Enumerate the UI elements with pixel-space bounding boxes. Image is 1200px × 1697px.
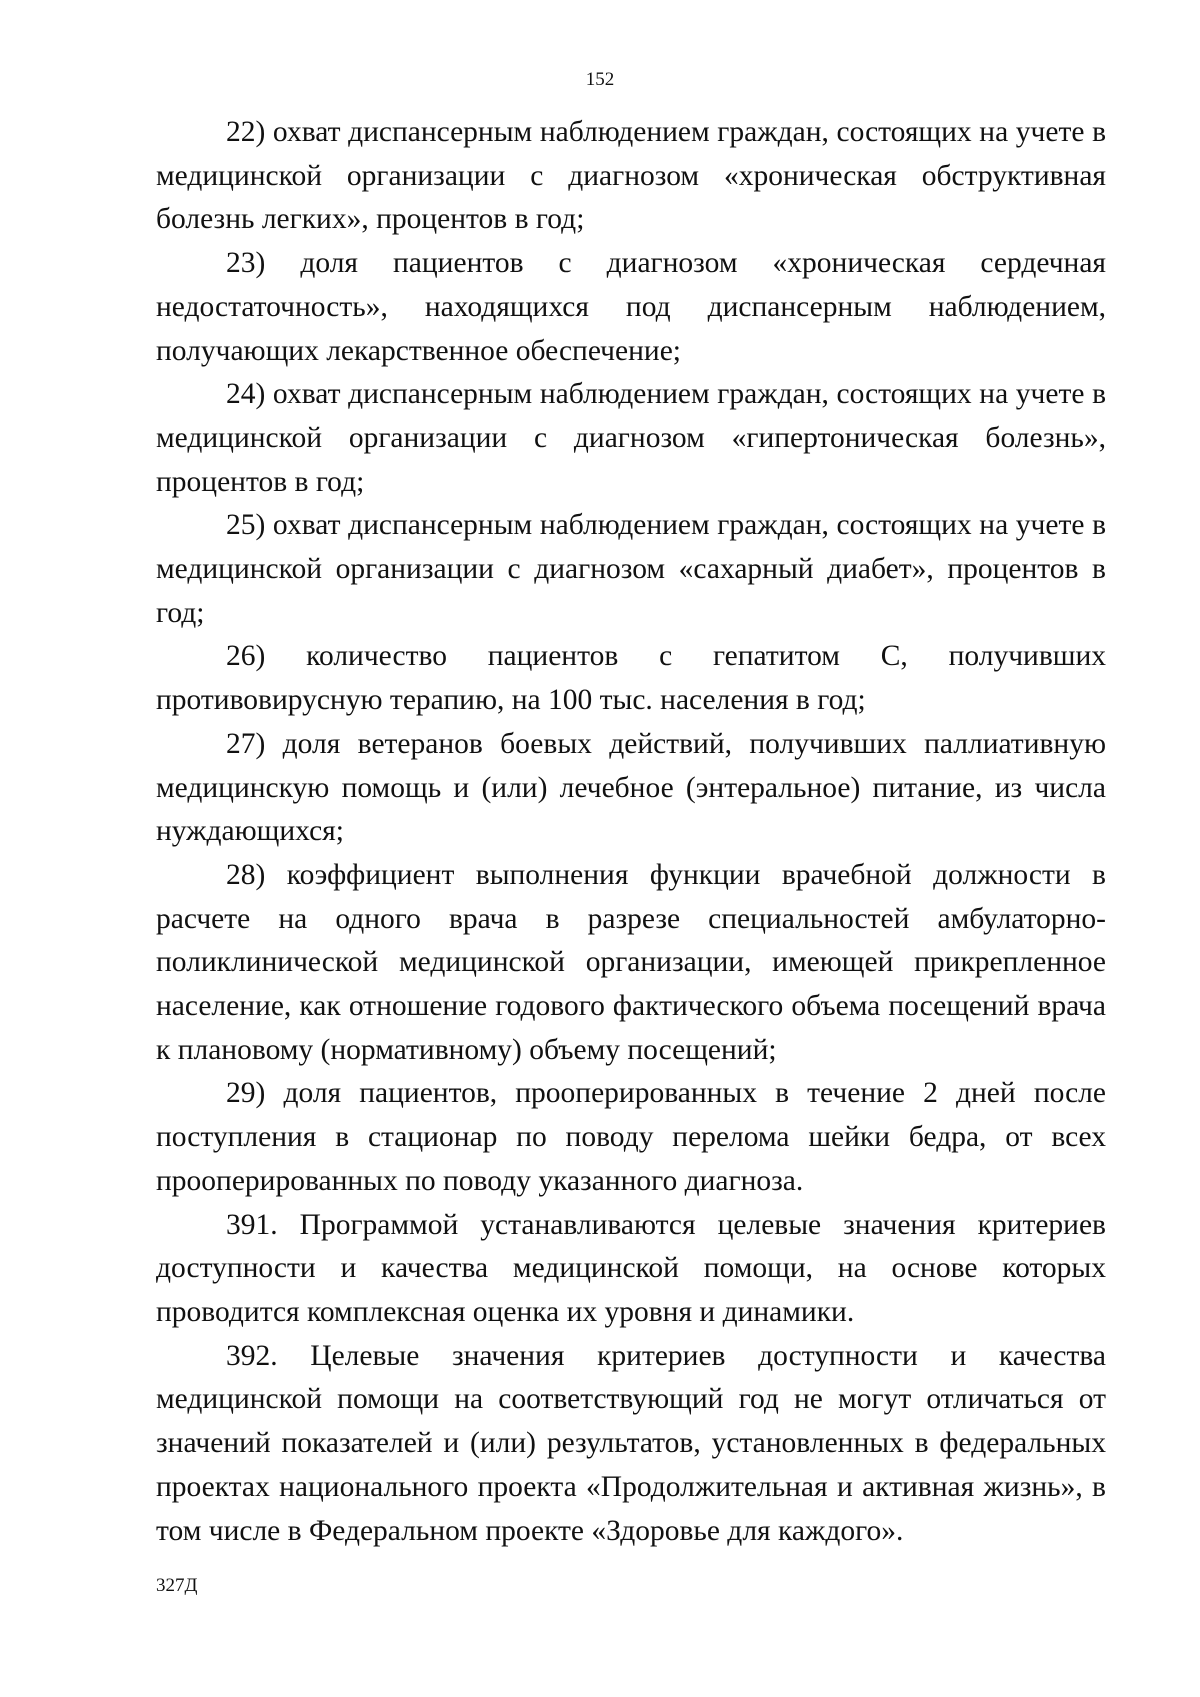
document-body: [156, 111, 1106, 1553]
list-item-26: 26) количество пациентов с гепатитом С, получивших противовирусную терапию, на 100 тыс. населения в год;: [156, 640, 1106, 717]
list-item-25: 25) охват диспансерным наблюдением граждан, состоящих на учете в медицинской организации с диагнозом «сахарный диабет», процентов в год;: [156, 509, 1106, 629]
list-item-27: 27) доля ветеранов боевых действий, получивших паллиативную медицинскую помощь и (или) лечебное (энтеральное) питание, из числа нуждающихся;: [156, 727, 1106, 848]
list-item-29: 29) доля пациентов, прооперированных в течение 2 дней после поступления в стационар по поводу перелома шейки бедра, от всех прооперированных по поводу указанного диагноза.: [156, 1077, 1106, 1197]
paragraph-391: 391. Программой устанавливаются целевые значения критериев доступности и качества медицинской помощи, на основе которых проводится комплексная оценка их уровня и динамики.: [156, 1208, 1106, 1328]
paragraph-392: 392. Целевые значения критериев доступности и качества медицинской помощи на соответствующий год не могут отличаться от значений показателей и (или) результатов, установленных в федеральных проектах национального проекта «Продолжительная и активная жизнь», в том числе в Федеральном проекте «Здоровье для каждого».: [156, 1339, 1106, 1547]
list-item-28: 28) коэффициент выполнения функции врачебной должности в расчете на одного врача в разрезе специальностей амбулаторно-поликлинической медицинской организации, имеющей прикрепленное население, как отношение годового фактического объема посещений врача к плановому (нормативному) объему посещений;: [156, 858, 1106, 1066]
list-item-22: 22) охват диспансерным наблюдением граждан, состоящих на учете в медицинской организации с диагнозом «хроническая обструктивная болезнь легких», процентов в год;: [156, 116, 1106, 236]
document-code: 327Д: [156, 1575, 198, 1596]
page-number: 152: [585, 69, 615, 90]
list-item-24: 24) охват диспансерным наблюдением граждан, состоящих на учете в медицинской организации с диагнозом «гипертоническая болезнь», процентов в год;: [156, 378, 1106, 498]
list-item-23: 23) доля пациентов с диагнозом «хроническая сердечная недостаточность», находящихся под диспансерным наблюдением, получающих лекарственное обеспечение;: [156, 247, 1106, 367]
